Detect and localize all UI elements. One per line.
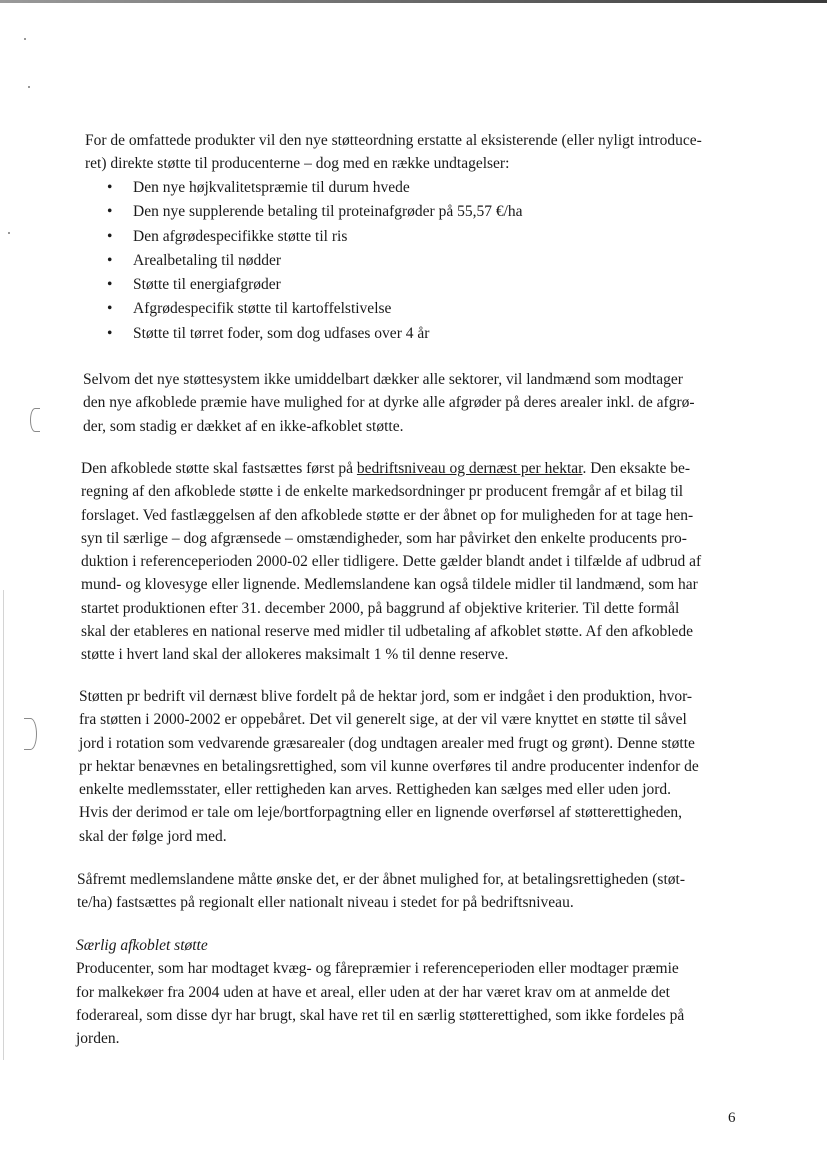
list-item: • Arealbetaling til nødder [106, 249, 523, 273]
list-item: • Afgrødespecifik støtte til kartoffelstivelse [106, 297, 523, 321]
scan-top-border [0, 0, 827, 3]
text-line: Såfremt medlemslandene måtte ønske det, er der åbnet mulighed for, at betalingsrettigheden (støt- [77, 871, 685, 888]
text-line: Hvis der derimod er tale om leje/bortforpagtning eller en lignende overførsel af støtterettigheden, [79, 804, 682, 822]
scan-left-edge [3, 590, 4, 1060]
paragraph-sectors [83, 368, 695, 438]
text-run: Den afkoblede støtte skal fastsættes først på [81, 460, 357, 477]
list-item: • Den nye højkvalitetspræmie til durum hvede [106, 176, 523, 200]
text-line: der, som stadig er dækket af en ikke-afkoblet støtte. [83, 417, 404, 435]
text-line: fra støtten i 2000-2002 er oppebåret. Det vil generelt sige, at der vil være knyttet en støtte til såvel [79, 711, 687, 729]
text-line: skal der etableres en national reserve med midler til udbetaling af afkoblet støtte. Af den afkoblede [81, 623, 694, 641]
scan-speck [8, 232, 10, 234]
text-line: for malkekøer fra 2004 uden at have et areal, eller uden at der har været krav om at anmelde det [76, 983, 670, 1001]
text-line: Producenter, som har modtaget kvæg- og fårepræmier i referenceperioden eller modtager præmie [76, 960, 679, 978]
text-line: Støtten pr bedrift vil dernæst blive fordelt på de hektar jord, som er indgået i den produktion, hvor- [79, 688, 693, 705]
paragraph-per-hectare [79, 685, 699, 848]
text-line: mund- og klovesyge eller lignende. Medlemslandene kan også tildele midler til landmænd, som har [81, 576, 698, 594]
text-line: jorden. [76, 1030, 120, 1048]
list-item: • Støtte til tørret foder, som dog udfases over 4 år [106, 322, 523, 346]
exceptions-list [106, 176, 523, 346]
punch-hole-mark [30, 408, 40, 432]
text-line: startet produktionen efter 31. december 2000, på baggrund af objektive kriterier. Til dette formål [81, 599, 680, 617]
text-line: den nye afkoblede præmie have mulighed for at dyrke alle afgrøder på deres arealer inkl. de afgrø- [83, 394, 695, 412]
text-line: jord i rotation som vedvarende græsarealer (dog undtagen arealer med frugt og grønt). Denne støtte [79, 734, 695, 752]
paragraph-regional-level [77, 868, 685, 915]
text-line: enkelte medlemsstater, eller rettigheden kan arves. Rettigheden kan sælges med eller uden jord. [79, 781, 672, 799]
text-line: forslaget. Ved fastlæggelsen af den afkoblede støtte er der åbnet op for muligheden for at tage hen- [81, 506, 694, 524]
text-run: . Den eksakte be- [582, 460, 691, 477]
text-line: regning af den afkoblede støtte i de enkelte markedsordninger pr producent fremgår af et bilag til [81, 483, 684, 501]
list-item: • Den nye supplerende betaling til proteinafgrøder på 55,57 €/ha [106, 200, 523, 224]
text-line: ret) direkte støtte til producenterne – dog med en række undtagelser: [85, 155, 510, 173]
text-line: støtte i hvert land skal der allokeres maksimalt 1 % til denne reserve. [81, 646, 509, 664]
paragraph-decoupled-support [81, 457, 701, 667]
text-line: Selvom det nye støttesystem ikke umiddelbart dækker alle sektorer, vil landmænd som modtager [83, 371, 683, 388]
punch-hole-mark [24, 718, 37, 750]
list-item: • Støtte til energiafgrøder [106, 273, 523, 297]
text-line: syn til særlige – dog afgrænsede – omstændigheder, som har påvirket den enkelte producents pro- [81, 529, 687, 547]
section-heading: Særlig afkoblet støtte [76, 937, 208, 954]
text-line: pr hektar benævnes en betalingsrettighed, som vil kunne overføres til andre producenter indenfor de [79, 757, 699, 775]
text-line: foderareal, som disse dyr har brugt, skal have ret til en særlig støtterettighed, som ikke fordeles på [76, 1006, 685, 1024]
scan-speck [24, 38, 26, 40]
scan-speck [28, 86, 30, 88]
text-line: For de omfattede produkter vil den nye støtteordning erstatte al eksisterende (eller nyligt introduce- [85, 132, 702, 149]
text-line: duktion i referenceperioden 2000-02 eller tidligere. Dette gælder blandt andet i tilfælde af udbrud af [81, 553, 702, 571]
text-line [81, 457, 701, 480]
section-special-support [76, 934, 684, 1050]
underlined-phrase: bedriftsniveau og dernæst per hektar [356, 460, 583, 477]
page-number: 6 [728, 1110, 736, 1126]
intro-paragraph [85, 129, 702, 176]
text-line: te/ha) fastsættes på regionalt eller nationalt niveau i stedet for på bedriftsniveau. [77, 894, 574, 912]
text-line: skal der følge jord med. [79, 827, 227, 845]
list-item: • Den afgrødespecifikke støtte til ris [106, 225, 523, 249]
